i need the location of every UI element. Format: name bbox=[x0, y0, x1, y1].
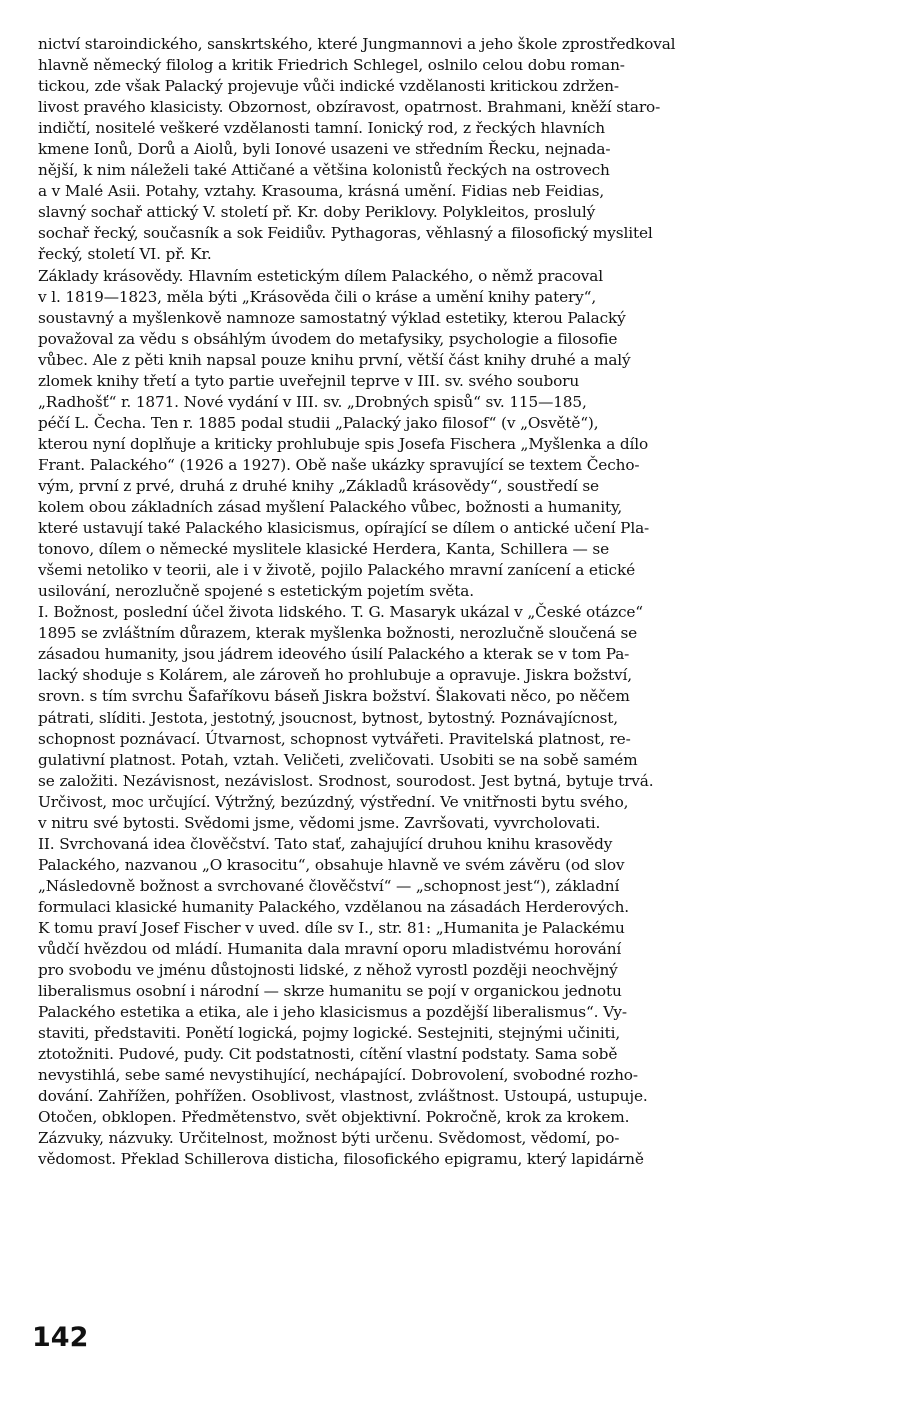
text-line: vůbec. Ale z pěti knih napsal pouze knihu první, větší část knihy druhé a malý bbox=[38, 350, 631, 369]
text-line: se založiti. Nezávisnost, nezávislost. Srodnost, sourodost. Jest bytná, bytuje trvá. bbox=[38, 771, 654, 790]
text-line: usilování, nerozlučně spojené s estetickým pojetím světa. bbox=[38, 582, 474, 601]
text-line: srovn. s tím svrchu Šafaříkovu báseň Jiskra božství. Šlakovati něco, po něčem bbox=[38, 687, 630, 706]
text-line: dování. Zahřížen, pohřížen. Osoblivost, vlastnost, zvláštnost. Ustoupá, ustupuje. bbox=[38, 1087, 648, 1106]
text-line: a v Malé Asii. Potahy, vztahy. Krasouma, krásná umění. Fidias neb Feidias, bbox=[38, 182, 605, 201]
text-line: kolem obou základních zásad myšlení Palackého vůbec, božnosti a humanity, bbox=[38, 498, 623, 517]
text-line: nictví staroindického, sanskrtského, které Jungmannovi a jeho škole zprostředkoval bbox=[38, 35, 676, 53]
text-line: kmene Ionů, Dorů a Aiolů, byli Ionové usazeni ve středním Řecku, nejnada- bbox=[38, 140, 611, 159]
text-line: formulaci klasické humanity Palackého, vzdělanou na zásadách Herderových. bbox=[38, 897, 629, 916]
text-line: všemi netoliko v teorii, ale i v životě, pojilo Palackého mravní zanícení a etické bbox=[38, 561, 635, 580]
page-text bbox=[38, 34, 886, 1171]
text-line: zásadou humanity, jsou jádrem ideového úsilí Palackého a kterak se v tom Pa- bbox=[38, 645, 630, 664]
text-line: schopnost poznávací. Útvarnost, schopnost vytvářeti. Pravitelská platnost, re- bbox=[38, 729, 631, 748]
text-line: vůdčí hvězdou od mládí. Humanita dala mravní oporu mladistvému horování bbox=[38, 940, 622, 959]
text-line: pro svobodu ve jménu důstojnosti lidské, z něhož vyrostl později neochvějný bbox=[38, 961, 618, 980]
text-line: „Následovně božnost a svrchované člověčství“ — „schopnost jest“), základní bbox=[38, 876, 620, 895]
text-line: považoval za vědu s obsáhlým úvodem do metafysiky, psychologie a filosofie bbox=[38, 329, 618, 348]
text-line: liberalismus osobní i národní — skrze humanitu se pojí v organickou jednotu bbox=[38, 982, 622, 1001]
text-line: „Radhošť“ r. 1871. Nové vydání v III. sv. „Drobných spisů“ sv. 115—185, bbox=[38, 392, 587, 411]
text-line: tickou, zde však Palacký projevuje vůči indické vzdělanosti kritickou zdržen- bbox=[38, 77, 619, 96]
text-line: Frant. Palackého“ (1926 a 1927). Obě naše ukázky spravující se textem Čecho- bbox=[38, 455, 640, 474]
text-line: indičtí, nositelé veškeré vzdělanosti tamní. Ionický rod, z řeckých hlavních bbox=[38, 119, 605, 138]
text-line: soustavný a myšlenkově namnoze samostatný výklad estetiky, kterou Palacký bbox=[38, 308, 626, 327]
text-line: I. Božnost, poslední účel života lidského. T. G. Masaryk ukázal v „České otázce“ bbox=[38, 603, 643, 622]
text-line: nevystihlá, sebe samé nevystihující, nechápající. Dobrovolení, svobodné rozho- bbox=[38, 1066, 638, 1085]
text-line: Otočen, obklopen. Předmětenstvo, svět objektivní. Pokročně, krok za krokem. bbox=[38, 1108, 630, 1127]
text-line: K tomu praví Josef Fischer v uved. díle sv I., str. 81: „Humanita je Palackému bbox=[38, 918, 625, 937]
text-line: ztotožniti. Pudové, pudy. Cit podstatnosti, cítění vlastní podstaty. Sama sobě bbox=[38, 1045, 618, 1064]
text-line: lacký shoduje s Kolárem, ale zároveň ho prohlubuje a opravuje. Jiskra božství, bbox=[38, 666, 632, 685]
text-line: péčí L. Čecha. Ten r. 1885 podal studii „Palacký jako filosof“ (v „Osvětě“), bbox=[38, 413, 599, 432]
text-line: staviti, představiti. Ponětí logická, pojmy logické. Sestejniti, stejnými učiniti, bbox=[38, 1024, 621, 1043]
text-line: sochař řecký, současník a sok Feidiův. Pythagoras, věhlasný a filosofický myslitel bbox=[38, 224, 653, 243]
text-line: v nitru své bytosti. Svědomi jsme, vědomi jsme. Završovati, vyvrcholovati. bbox=[38, 813, 601, 832]
text-line: vým, první z prvé, druhá z druhé knihy „Základů krásovědy“, soustředí se bbox=[38, 476, 599, 495]
text-line: které ustavují také Palackého klasicismus, opírající se dílem o antické učení Pla- bbox=[38, 519, 650, 538]
text-line: Určivost, moc určující. Výtržný, bezúzdný, výstřední. Ve vnitřnosti bytu svého, bbox=[38, 792, 629, 811]
text-line: 1895 se zvláštním důrazem, kterak myšlenka božnosti, nerozlučně sloučená se bbox=[38, 624, 638, 643]
text-line: tonovo, dílem o německé myslitele klasické Herdera, Kanta, Schillera — se bbox=[38, 540, 609, 559]
text-line: Základy krásovědy. Hlavním estetickým dílem Palackého, o němž pracoval bbox=[38, 266, 603, 285]
text-line: II. Svrchovaná idea člověčství. Tato stať, zahajující druhou knihu krasovědy bbox=[38, 834, 613, 853]
text-line: řecký, století VI. př. Kr. bbox=[38, 245, 212, 264]
text-line: gulativní platnost. Potah, vztah. Veličeti, zveličovati. Usobiti se na sobě samém bbox=[38, 750, 638, 769]
text-line: zlomek knihy třetí a tyto partie uveřejnil teprve v III. sv. svého souboru bbox=[38, 371, 580, 390]
text-line: Palackého, nazvanou „O krasocitu“, obsahuje hlavně ve svém závěru (od slov bbox=[38, 855, 625, 874]
text-line: pátrati, slíditi. Jestota, jestotný, jsoucnost, bytnost, bytostný. Poznávajícnost, bbox=[38, 708, 618, 727]
text-line: hlavně německý filolog a kritik Friedrich Schlegel, oslnilo celou dobu roman- bbox=[38, 56, 625, 75]
text-line: nější, k nim náleželi také Attičané a většina kolonistů řeckých na ostrovech bbox=[38, 161, 610, 180]
text-line: Zázvuky, názvuky. Určitelnost, možnost býti určenu. Svědomost, vědomí, po- bbox=[38, 1129, 620, 1148]
text-line: kterou nyní doplňuje a kriticky prohlubuje spis Josefa Fischera „Myšlenka a dílo bbox=[38, 434, 649, 453]
page-number: 142 bbox=[32, 1322, 89, 1353]
text-line: vědomost. Překlad Schillerova disticha, filosofického epigramu, který lapidárně bbox=[38, 1150, 644, 1169]
text-line: Palackého estetika a etika, ale i jeho klasicismus a pozdější liberalismus“. Vy- bbox=[38, 1003, 627, 1022]
text-line: slavný sochař attický V. století př. Kr. doby Periklovy. Polykleitos, proslulý bbox=[38, 203, 596, 222]
text-line: livost pravého klasicisty. Obzornost, obzíravost, opatrnost. Brahmani, kněží staro- bbox=[38, 98, 661, 117]
text-line: v l. 1819—1823, měla býti „Krásověda čili o kráse a umění knihy patery“, bbox=[38, 287, 597, 306]
